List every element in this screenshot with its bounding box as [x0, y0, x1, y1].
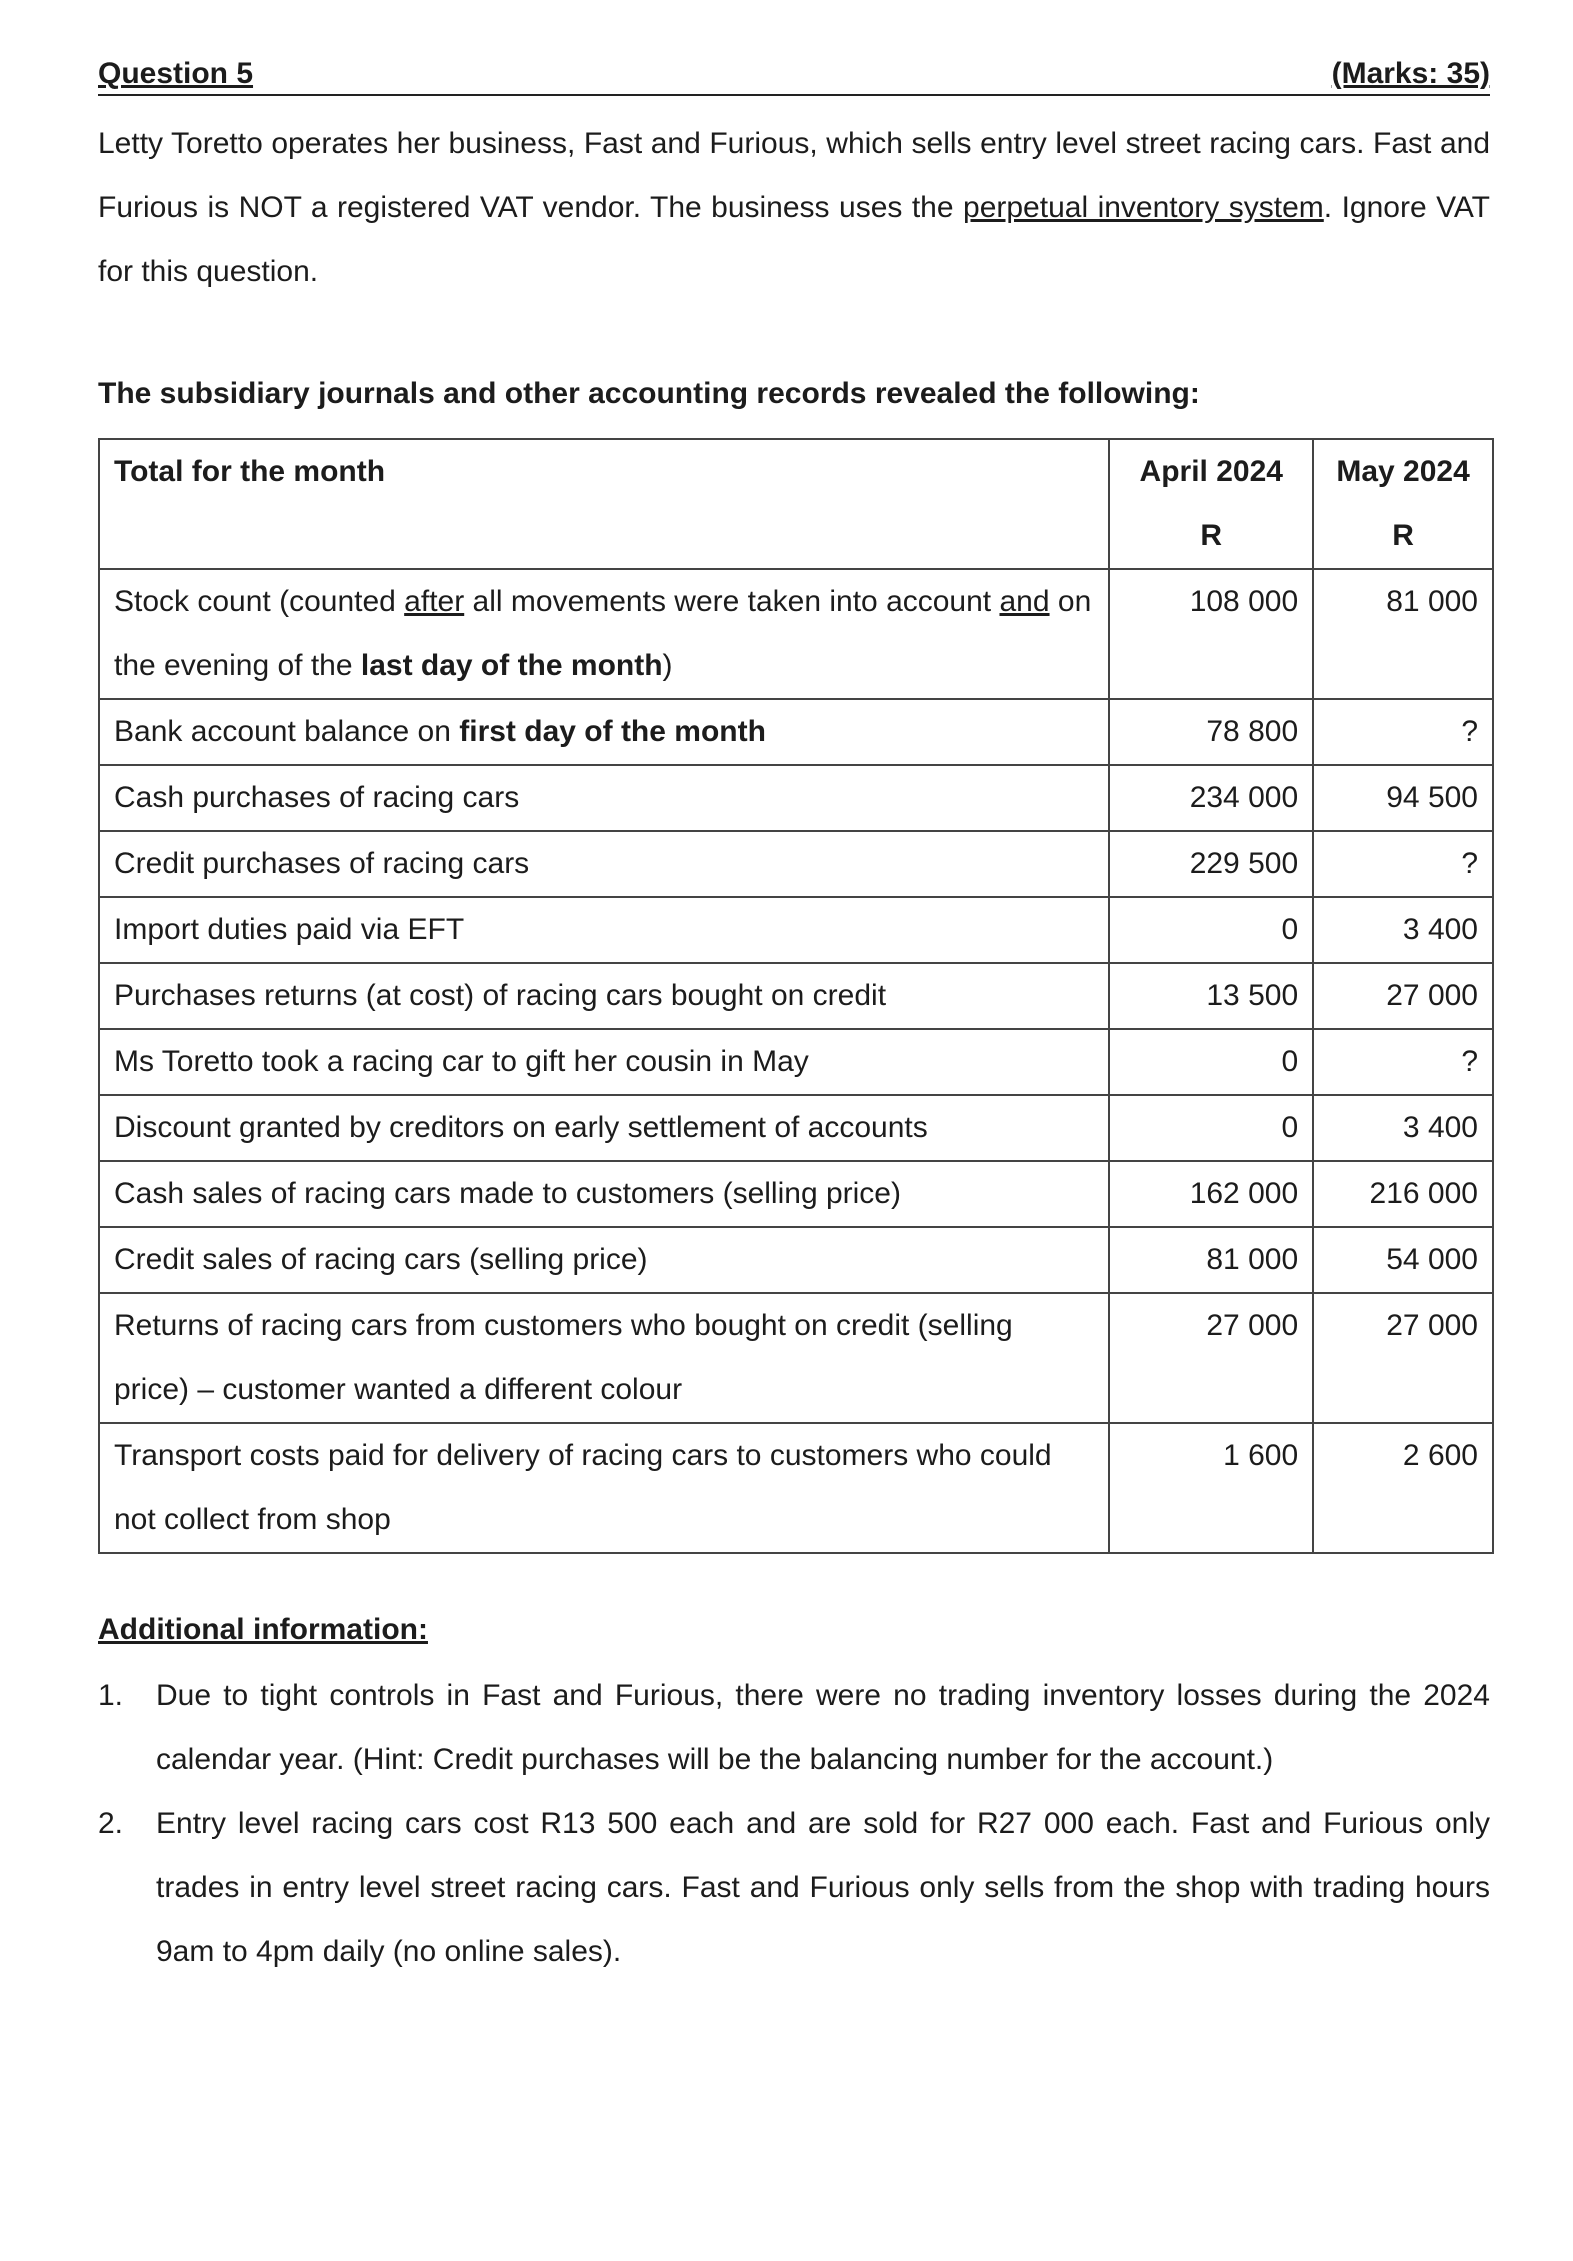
row-label: Cash purchases of racing cars: [99, 765, 1109, 831]
row-april: 27 000: [1109, 1293, 1313, 1423]
row-label: Import duties paid via EFT: [99, 897, 1109, 963]
header-label: Total for the month: [99, 439, 1109, 569]
table-header-row: [99, 439, 1493, 569]
row-label: Transport costs paid for delivery of racing cars to customers who could not collect from shop: [99, 1423, 1109, 1553]
row-may: 54 000: [1313, 1227, 1493, 1293]
row-may: ?: [1313, 699, 1493, 765]
table-row: [99, 831, 1493, 897]
row-may: ?: [1313, 831, 1493, 897]
list-item-number: 2.: [98, 1807, 124, 1840]
row-april: 81 000: [1109, 1227, 1313, 1293]
row-april: 229 500: [1109, 831, 1313, 897]
table-row: [99, 1095, 1493, 1161]
row-april: 234 000: [1109, 765, 1313, 831]
row-label: Purchases returns (at cost) of racing cars bought on credit: [99, 963, 1109, 1029]
table-row: [99, 1029, 1493, 1095]
list-item-text: Due to tight controls in Fast and Furious, there were no trading inventory losses during the 2024 calendar year. (Hint: Credit purchases will be the balancing number for the account.): [156, 1679, 1490, 1776]
row-label: Bank account balance on first day of the month: [99, 699, 1109, 765]
row-may: ?: [1313, 1029, 1493, 1095]
table-heading: The subsidiary journals and other accounting records revealed the following:: [98, 377, 1200, 410]
accounting-records-table: [98, 438, 1494, 1554]
row-may: 2 600: [1313, 1423, 1493, 1553]
table-row: [99, 699, 1493, 765]
intro-text-1: Letty Toretto operates her business, Fast and Furious, which sells entry level street racing cars. Fast and Furious is NOT a registered VAT vendor. The business uses the: [98, 127, 1490, 224]
table-row: [99, 1161, 1493, 1227]
row-may: 81 000: [1313, 569, 1493, 699]
table-row: [99, 569, 1493, 699]
row-april: 0: [1109, 897, 1313, 963]
header-may-currency: R: [1392, 519, 1414, 552]
question-marks: (Marks: 35): [1331, 57, 1490, 90]
row-april: 0: [1109, 1095, 1313, 1161]
list-item-number: 1.: [98, 1679, 124, 1712]
row-label: Ms Toretto took a racing car to gift her cousin in May: [99, 1029, 1109, 1095]
row-may: 27 000: [1313, 963, 1493, 1029]
row-april: 0: [1109, 1029, 1313, 1095]
row-april: 108 000: [1109, 569, 1313, 699]
header-may: May 2024 R: [1313, 439, 1493, 569]
row-may: 3 400: [1313, 897, 1493, 963]
additional-info-heading: Additional information:: [98, 1613, 428, 1646]
row-may: 3 400: [1313, 1095, 1493, 1161]
row-may: 94 500: [1313, 765, 1493, 831]
row-may: 27 000: [1313, 1293, 1493, 1423]
table-row: [99, 765, 1493, 831]
row-label: Discount granted by creditors on early settlement of accounts: [99, 1095, 1109, 1161]
intro-paragraph: [98, 112, 1490, 304]
question-header: [98, 54, 1490, 96]
header-april: April 2024 R: [1109, 439, 1313, 569]
additional-info-list: [98, 1664, 1490, 1984]
question-title: Question 5: [98, 57, 254, 90]
table-row: [99, 1227, 1493, 1293]
row-april: 78 800: [1109, 699, 1313, 765]
header-april-currency: R: [1200, 519, 1223, 552]
intro-text-2: . Ignore VAT for this question.: [98, 191, 1490, 288]
list-item-text: Entry level racing cars cost R13 500 each and are sold for R27 000 each. Fast and Furious only trades in entry level street racing cars. Fast and Furious only sells from the shop with trading hours 9am to 4pm daily (no online sales).: [156, 1807, 1490, 1968]
row-may: 216 000: [1313, 1161, 1493, 1227]
row-label: Credit purchases of racing cars: [99, 831, 1109, 897]
row-label: Returns of racing cars from customers who bought on credit (selling price) – customer wanted a different colour: [99, 1293, 1109, 1423]
row-april: 13 500: [1109, 963, 1313, 1029]
table-row: [99, 1423, 1493, 1553]
table-row: [99, 897, 1493, 963]
row-label: Credit sales of racing cars (selling price): [99, 1227, 1109, 1293]
list-item: [98, 1664, 1490, 1792]
perpetual-inventory-underline: perpetual inventory system: [963, 191, 1324, 224]
row-label: Stock count (counted after all movements were taken into account and on the evening of the last day of the month): [99, 569, 1109, 699]
row-april: 162 000: [1109, 1161, 1313, 1227]
table-row: [99, 963, 1493, 1029]
list-item: [98, 1792, 1490, 1984]
table-row: [99, 1293, 1493, 1423]
row-april: 1 600: [1109, 1423, 1313, 1553]
row-label: Cash sales of racing cars made to customers (selling price): [99, 1161, 1109, 1227]
